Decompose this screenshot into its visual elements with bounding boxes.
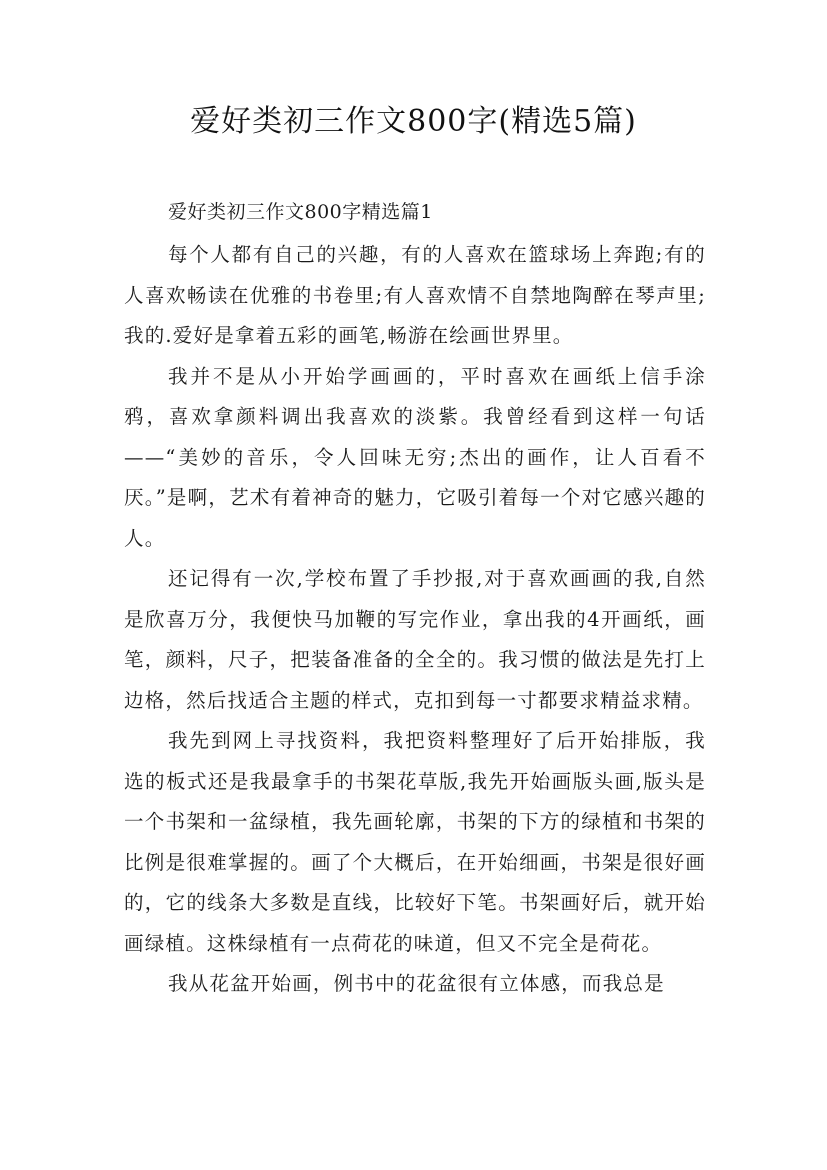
- paragraph-1: 每个人都有自己的兴趣，有的人喜欢在篮球场上奔跑;有的人喜欢畅读在优雅的书卷里;有人喜欢情不自禁地陶醉在琴声里;我的.爱好是拿着五彩的画笔,畅游在绘画世界里。: [124, 243, 706, 347]
- section-heading: 爱好类初三作文800字精选篇1: [168, 201, 433, 223]
- paragraph-4: 我先到网上寻找资料，我把资料整理好了后开始排版，我选的板式还是我最拿手的书架花草版,我先开始画版头画,版头是一个书架和一盆绿植，我先画轮廓，书架的下方的绿植和书架的比例是很难掌握的。画了个大概后，在开始细画，书架是很好画的，它的线条大多数是直线，比较好下笔。书架画好后，就开始画绿植。这株绿植有一点荷花的味道，但又不完全是荷花。: [124, 729, 706, 955]
- paragraph-2: 我并不是从小开始学画画的，平时喜欢在画纸上信手涂鸦，喜欢拿颜料调出我喜欢的淡紫。我曾经看到这样一句话——“美妙的音乐，令人回味无穷;杰出的画作，让人百看不厌。”是啊，艺术有着神奇的魅力，它吸引着每一个对它感兴趣的人。: [124, 364, 706, 550]
- page-title: 爱好类初三作文800字(精选5篇): [190, 104, 637, 139]
- article-body: [124, 195, 706, 1005]
- paragraph-3: 还记得有一次,学校布置了手抄报,对于喜欢画画的我,自然是欣喜万分，我便快马加鞭的写完作业，拿出我的4开画纸，画笔，颜料，尺子，把装备准备的全全的。我习惯的做法是先打上边格，然后找适合主题的样式，克扣到每一寸都要求精益求精。: [124, 567, 706, 712]
- paragraph-5: 我从花盆开始画，例书中的花盆很有立体感，而我总是: [168, 972, 665, 995]
